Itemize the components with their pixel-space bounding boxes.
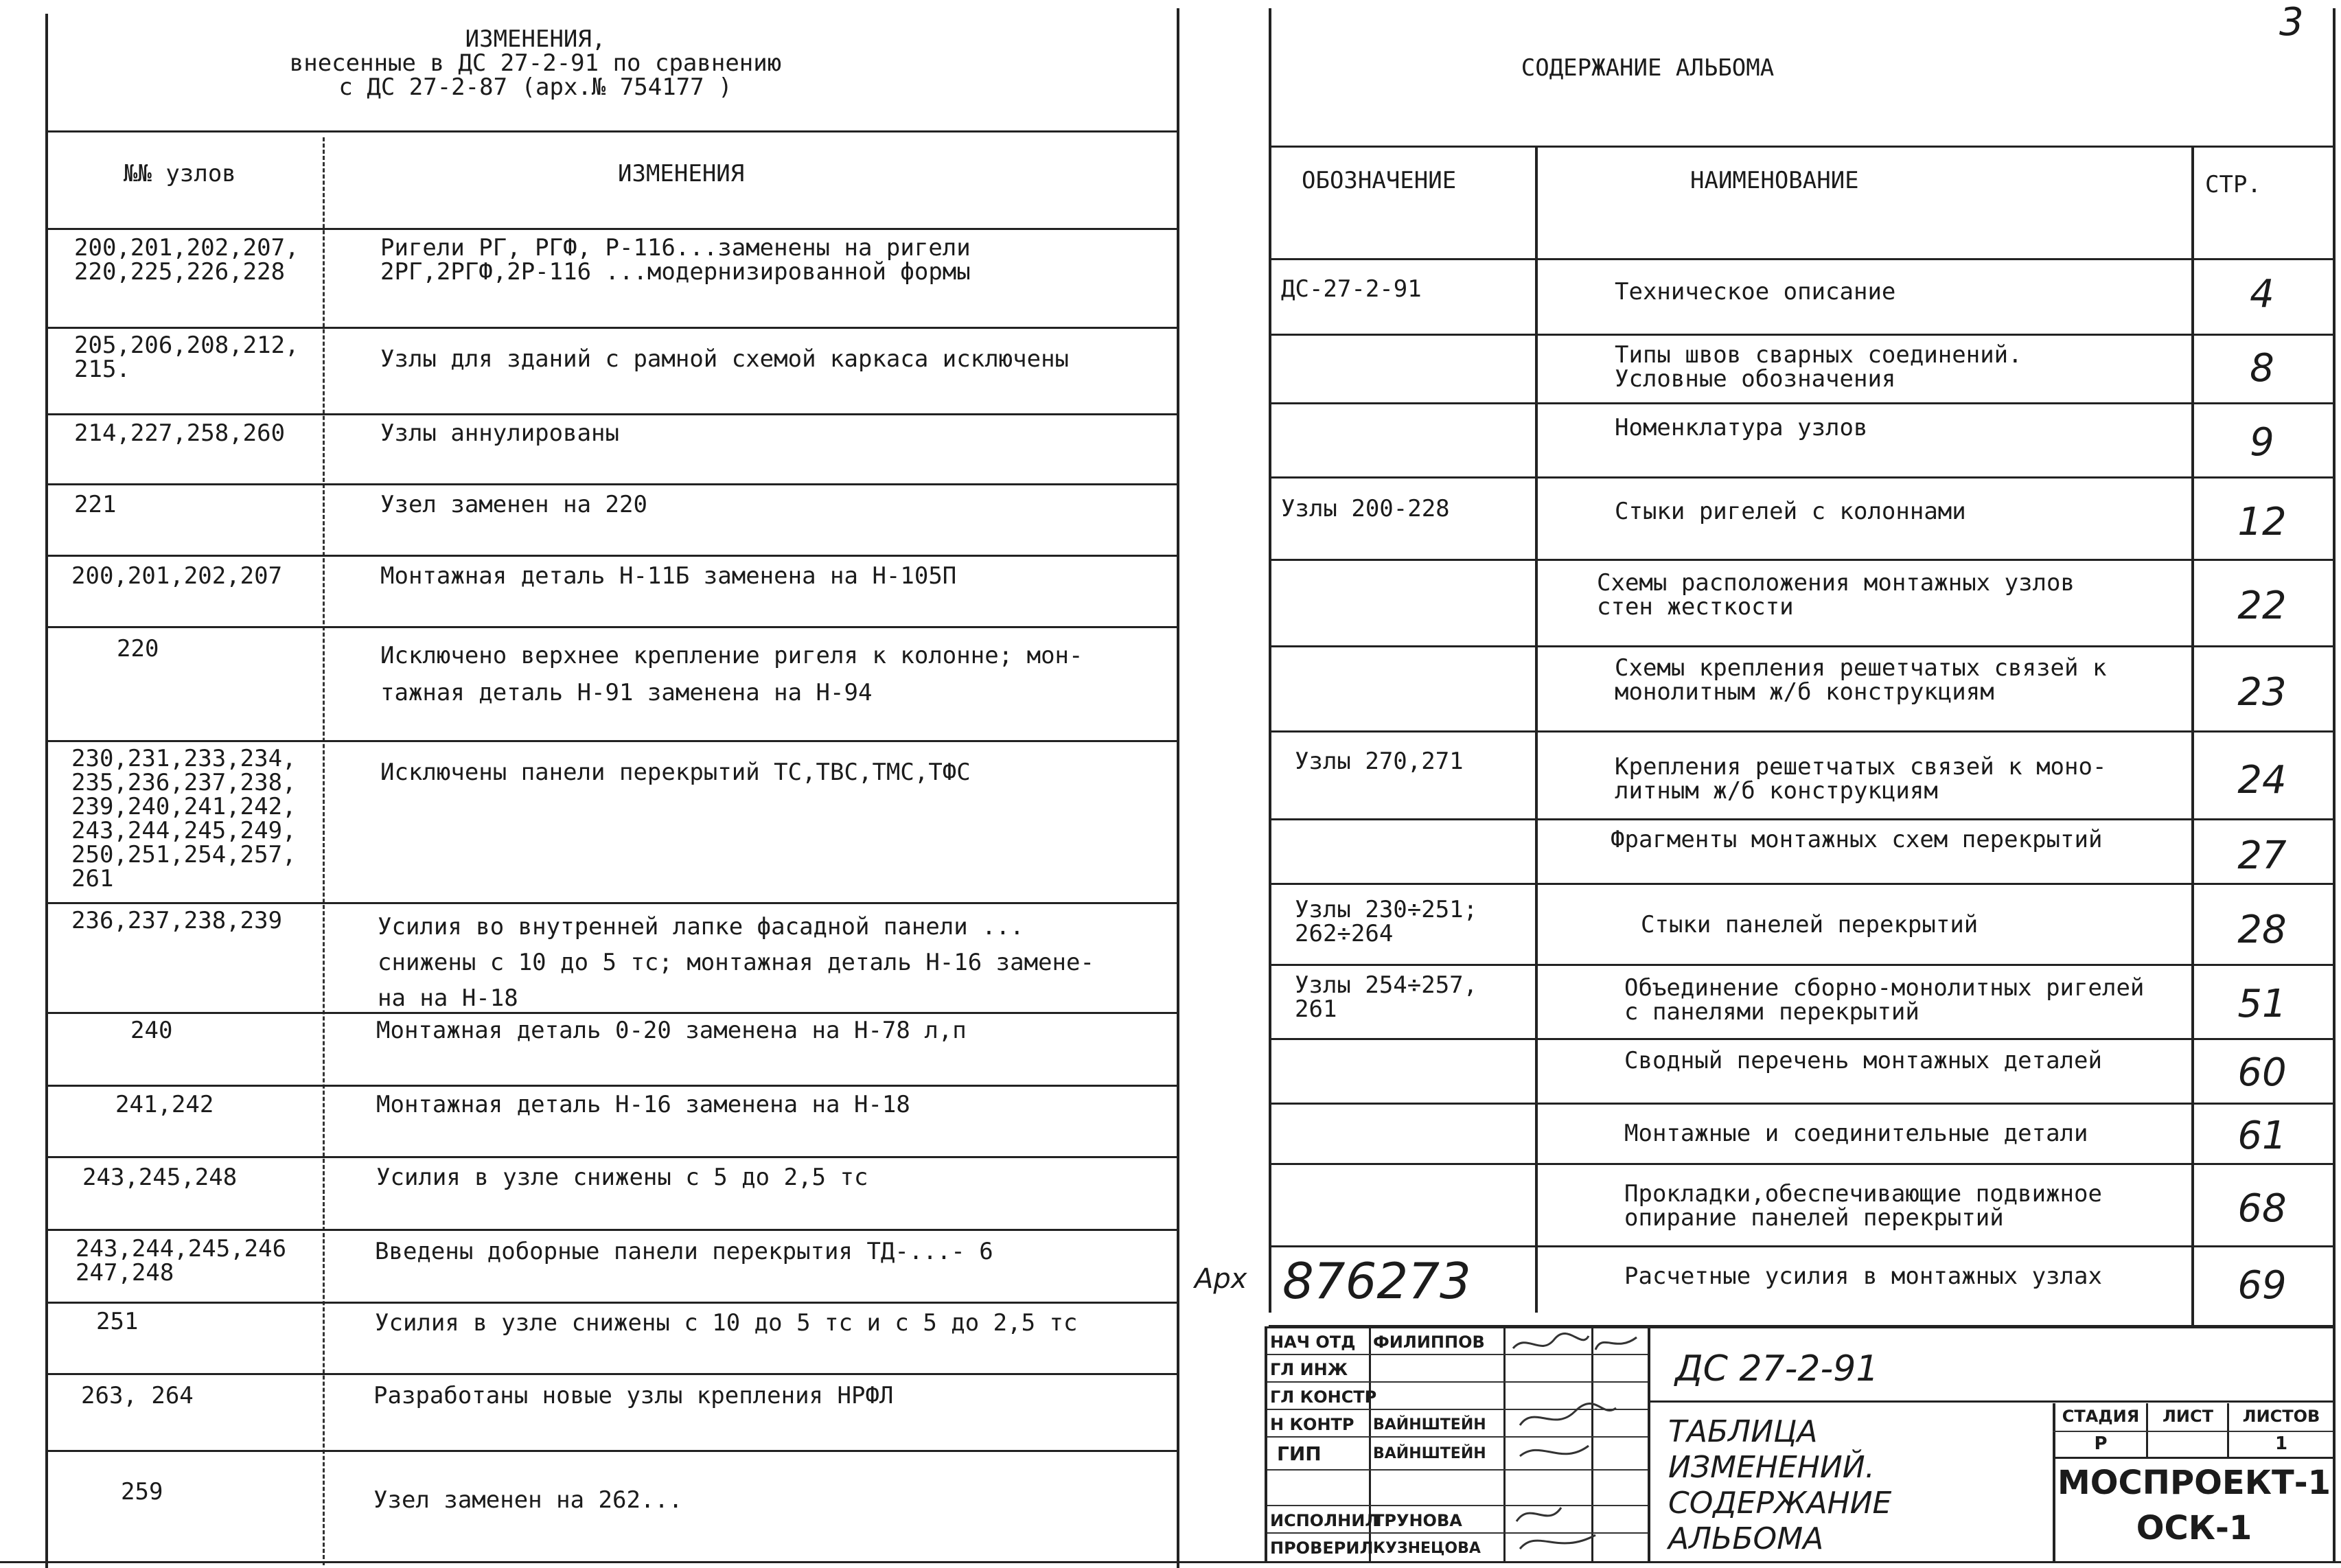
contents-row-10-name: Объединение сборно-монолитных ригелей с панелями перекрытий — [1624, 974, 2145, 1026]
changes-row-8-nodes: 236,237,238,239 — [71, 907, 283, 934]
contents-row-11-page: 60 — [2237, 1050, 2287, 1095]
stamp-role-1: НАЧ ОТД — [1270, 1333, 1356, 1352]
changes-row-9-change: Монтажная деталь 0-20 заменена на Н-78 л,п — [376, 1017, 967, 1044]
changes-row-12-nodes: 243,244,245,246 247,248 — [76, 1235, 287, 1287]
stamp-name-8: КУЗНЕЦОВА — [1373, 1540, 1481, 1557]
contents-row-2-name: Типы швов сварных соединений. Условные обозначения — [1615, 341, 2022, 393]
changes-row-5-nodes: 200,201,202,207 — [71, 562, 283, 590]
contents-row-1-code: ДС-27-2-91 — [1281, 275, 1422, 303]
contents-row-3-name: Номенклатура узлов — [1615, 414, 1868, 441]
changes-row-4-nodes: 221 — [74, 491, 117, 518]
changes-header-changes: ИЗМЕНЕНИЯ — [618, 160, 745, 187]
contents-row-13-name: Прокладки,обеспечивающие подвижное опирание панелей перекрытий — [1624, 1180, 2102, 1232]
stamp-role-8: ПРОВЕРИЛ — [1270, 1538, 1374, 1558]
stamp-name-5: ВАЙНШТЕЙН — [1373, 1445, 1486, 1462]
sheets-label: ЛИСТОВ — [2242, 1407, 2320, 1426]
changes-row-7-nodes: 230,231,233,234, 235,236,237,238, 239,240,241,242, 243,244,245,249, 250,251,254,257, 261 — [71, 745, 297, 892]
changes-row-1-change: Ригели РГ, РГФ, Р-116...заменены на ригели 2РГ,2РГФ,2Р-116 ...модернизированной формы — [380, 234, 971, 286]
contents-row-14-name: Расчетные усилия в монтажных узлах — [1624, 1263, 2102, 1290]
contents-row-12-name: Монтажные и соединительные детали — [1624, 1120, 2088, 1147]
stamp-role-2: ГЛ ИНЖ — [1270, 1360, 1348, 1379]
contents-row-7-code: Узлы 270,271 — [1295, 748, 1464, 775]
changes-row-11-change: Усилия в узле снижены с 5 до 2,5 тс — [376, 1164, 868, 1191]
stamp-name-1: ФИЛИППОВ — [1373, 1333, 1485, 1352]
contents-row-4-code: Узлы 200-228 — [1281, 495, 1450, 522]
changes-row-1-nodes: 200,201,202,207, 220,225,226,228 — [74, 234, 299, 286]
changes-row-10-nodes: 241,242 — [115, 1091, 214, 1118]
contents-row-1-name: Техническое описание — [1615, 278, 1896, 305]
doc-code: ДС 27-2-91 — [1675, 1348, 1879, 1390]
contents-row-3-page: 9 — [2250, 420, 2274, 465]
sheets-value: 1 — [2274, 1433, 2288, 1454]
archive-label: Арх — [1195, 1263, 1247, 1295]
signatures — [1506, 1329, 1646, 1560]
contents-header-name: НАИМЕНОВАНИЕ — [1690, 167, 1859, 194]
stamp-role-7: ИСПОЛНИЛ — [1270, 1511, 1379, 1530]
contents-title: СОДЕРЖАНИЕ АЛЬБОМА — [1521, 54, 1775, 82]
changes-row-12-change: Введены доборные панели перекрытия ТД-...- 6 — [375, 1238, 993, 1265]
stamp-name-7: ТРУНОВА — [1373, 1511, 1462, 1530]
contents-row-10-code: Узлы 254÷257, 261 — [1295, 971, 1478, 1023]
changes-row-6-nodes: 220 — [117, 635, 159, 662]
contents-row-6-name: Схемы крепления решетчатых связей к монолитным ж/б конструкциям — [1615, 654, 2107, 706]
changes-row-2-nodes: 205,206,208,212, 215. — [74, 332, 299, 383]
changes-row-11-nodes: 243,245,248 — [82, 1164, 238, 1191]
changes-row-6-change: Исключено верхнее крепление ригеля к колонне; мон- тажная деталь Н-91 заменена на Н-94 — [380, 642, 1083, 706]
contents-row-10-page: 51 — [2237, 982, 2287, 1026]
changes-row-8-change: Усилия во внутренней лапке фасадной панели ... снижены с 10 до 5 тс; монтажная деталь Н-16 замене- на на Н-18 — [378, 913, 1094, 1012]
stamp-role-5: ГИП — [1277, 1442, 1322, 1465]
contents-row-4-page: 12 — [2237, 500, 2287, 544]
changes-row-7-change: Исключены панели перекрытий ТС,ТВС,ТМС,ТФС — [380, 759, 971, 786]
archive-number: 876273 — [1282, 1252, 1471, 1310]
changes-row-14-nodes: 263, 264 — [81, 1382, 194, 1409]
org-name: МОСПРОЕКТ-1 — [2057, 1464, 2331, 1502]
changes-row-9-nodes: 240 — [130, 1017, 173, 1044]
page-number: 3 — [2279, 0, 2304, 45]
contents-row-1-page: 4 — [2250, 272, 2274, 316]
contents-row-12-page: 61 — [2237, 1114, 2287, 1158]
changes-row-13-change: Усилия в узле снижены с 10 до 5 тс и с 5 до 2,5 тс — [375, 1309, 1078, 1337]
sheet-label: ЛИСТ — [2162, 1407, 2213, 1426]
contents-row-7-name: Крепления решетчатых связей к моно- литным ж/б конструкциям — [1615, 753, 2107, 805]
doc-title: ТАБЛИЦА ИЗМЕНЕНИЙ. СОДЕРЖАНИЕ АЛЬБОМА — [1668, 1414, 1892, 1556]
changes-row-13-nodes: 251 — [96, 1308, 139, 1335]
dept-name: ОСК-1 — [2136, 1509, 2252, 1547]
contents-header-code: ОБОЗНАЧЕНИЕ — [1302, 167, 1457, 194]
stage-value: Р — [2094, 1433, 2108, 1454]
stamp-name-4: ВАЙНШТЕЙН — [1373, 1416, 1486, 1433]
changes-row-2-change: Узлы для зданий с рамной схемой каркаса исключены — [380, 345, 1070, 373]
contents-row-7-page: 24 — [2237, 758, 2287, 803]
stamp-role-4: Н КОНТР — [1270, 1415, 1354, 1434]
contents-row-8-name: Фрагменты монтажных схем перекрытий — [1611, 826, 2103, 853]
changes-row-15-nodes: 259 — [121, 1478, 163, 1506]
changes-row-14-change: Разработаны новые узлы крепления НРФЛ — [373, 1382, 894, 1409]
contents-row-13-page: 68 — [2237, 1186, 2287, 1231]
changes-row-3-nodes: 214,227,258,260 — [74, 419, 286, 447]
contents-row-11-name: Сводный перечень монтажных деталей — [1624, 1047, 2102, 1074]
contents-row-6-page: 23 — [2237, 670, 2287, 715]
contents-row-2-page: 8 — [2250, 346, 2274, 391]
contents-row-9-code: Узлы 230÷251; 262÷264 — [1295, 896, 1478, 947]
changes-header-nodes: №№ узлов — [124, 160, 236, 187]
contents-row-5-page: 22 — [2237, 584, 2287, 628]
contents-header-page: СТР. — [2205, 171, 2261, 198]
changes-row-10-change: Монтажная деталь Н-16 заменена на Н-18 — [376, 1091, 910, 1118]
contents-row-14-page: 69 — [2237, 1263, 2287, 1308]
contents-row-4-name: Стыки ригелей с колоннами — [1615, 498, 1966, 525]
changes-row-5-change: Монтажная деталь Н-11Б заменена на Н-105П — [380, 562, 957, 590]
contents-row-5-name: Схемы расположения монтажных узлов стен жесткости — [1597, 569, 2075, 621]
changes-title: ИЗМЕНЕНИЯ, внесенные в ДС 27-2-91 по сравнению с ДС 27-2-87 (арх.№ 754177 ) — [289, 25, 782, 101]
changes-row-4-change: Узел заменен на 220 — [380, 491, 647, 518]
contents-row-9-page: 28 — [2237, 908, 2287, 952]
stage-label: СТАДИЯ — [2062, 1407, 2140, 1426]
changes-row-3-change: Узлы аннулированы — [380, 419, 619, 447]
contents-row-9-name: Стыки панелей перекрытий — [1641, 911, 1979, 938]
changes-row-15-change: Узел заменен на 262... — [373, 1486, 683, 1514]
stamp-role-3: ГЛ КОНСТР — [1270, 1387, 1377, 1407]
contents-row-8-page: 27 — [2237, 833, 2287, 878]
